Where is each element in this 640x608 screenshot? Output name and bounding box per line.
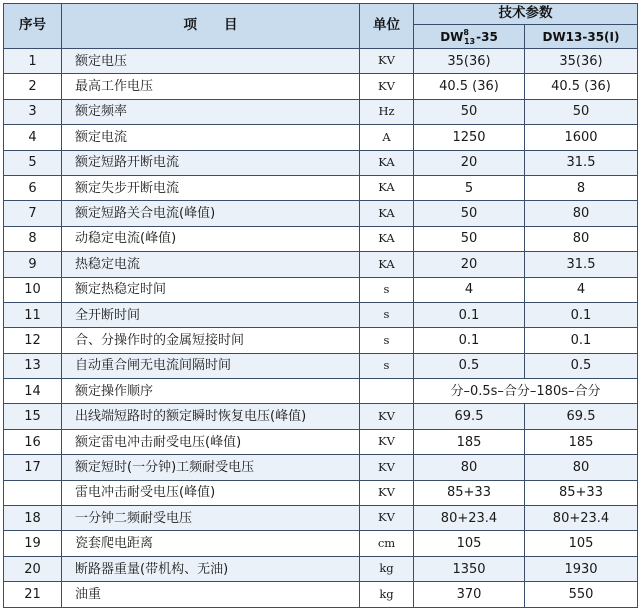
row-value-a: 20: [414, 252, 525, 277]
row-unit: Hz: [360, 99, 414, 124]
header-model-a: [414, 25, 525, 49]
row-unit: KV: [360, 506, 414, 531]
row-number: 14: [4, 379, 62, 404]
row-unit: kg: [360, 556, 414, 581]
row-value-a: 50: [414, 99, 525, 124]
row-number: 13: [4, 353, 62, 378]
model-a-sub: 13: [463, 36, 476, 46]
row-value-b: 0.1: [525, 328, 638, 353]
row-item: 热稳定电流: [62, 252, 360, 277]
row-value-a: 50: [414, 201, 525, 226]
table-row: [4, 226, 638, 251]
table-row: [4, 150, 638, 175]
table-row: [4, 531, 638, 556]
row-value-a: 0.5: [414, 353, 525, 378]
table-row: [4, 201, 638, 226]
table-row: [4, 582, 638, 607]
table-row: [4, 429, 638, 454]
table-row: [4, 556, 638, 581]
header-model-b: DW13-35(Ⅰ): [525, 25, 638, 49]
row-item: 一分钟二频耐受电压: [62, 506, 360, 531]
row-unit: KA: [360, 150, 414, 175]
table-row: [4, 74, 638, 99]
header-no: 序号: [4, 4, 62, 49]
row-item: 合、分操作时的金属短接时间: [62, 328, 360, 353]
row-value-span: 分–0.5s–合分–180s–合分: [414, 379, 638, 404]
row-number: 12: [4, 328, 62, 353]
row-number: 15: [4, 404, 62, 429]
table-row: [4, 328, 638, 353]
row-value-b: 80: [525, 455, 638, 480]
row-value-b: 550: [525, 582, 638, 607]
row-value-a: 80+23.4: [414, 506, 525, 531]
row-value-b: 1600: [525, 125, 638, 150]
row-unit: KV: [360, 480, 414, 505]
row-unit: KV: [360, 49, 414, 74]
row-item: 额定电流: [62, 125, 360, 150]
spec-table-wrapper: [3, 3, 637, 608]
row-number: 5: [4, 150, 62, 175]
header-item: 项 目: [62, 4, 360, 49]
header-params: 技术参数: [414, 4, 638, 25]
model-a-base: DW: [440, 29, 464, 44]
row-value-a: 5: [414, 175, 525, 200]
row-unit: s: [360, 302, 414, 327]
row-value-b: 31.5: [525, 252, 638, 277]
row-number: 10: [4, 277, 62, 302]
model-a-sup: 8: [463, 27, 469, 37]
row-item: 断路器重量(带机构、无油): [62, 556, 360, 581]
row-value-a: 40.5 (36): [414, 74, 525, 99]
table-row: [4, 49, 638, 74]
row-item: 额定电压: [62, 49, 360, 74]
table-row: [4, 379, 638, 404]
table-row: [4, 175, 638, 200]
row-value-b: 85+33: [525, 480, 638, 505]
row-number: [4, 480, 62, 505]
row-number: 19: [4, 531, 62, 556]
row-value-b: 4: [525, 277, 638, 302]
table-row: [4, 404, 638, 429]
row-unit: KA: [360, 252, 414, 277]
row-number: 20: [4, 556, 62, 581]
row-value-b: 105: [525, 531, 638, 556]
row-number: 16: [4, 429, 62, 454]
table-row: [4, 480, 638, 505]
row-number: 4: [4, 125, 62, 150]
row-value-b: 8: [525, 175, 638, 200]
row-value-b: 80: [525, 201, 638, 226]
row-value-a: 1350: [414, 556, 525, 581]
row-unit: KV: [360, 404, 414, 429]
table-row: [4, 125, 638, 150]
spec-table: [3, 3, 638, 608]
row-unit: KV: [360, 429, 414, 454]
row-value-b: 1930: [525, 556, 638, 581]
row-unit: KV: [360, 455, 414, 480]
row-number: 9: [4, 252, 62, 277]
row-number: 6: [4, 175, 62, 200]
row-value-b: 69.5: [525, 404, 638, 429]
row-value-a: 105: [414, 531, 525, 556]
row-unit: cm: [360, 531, 414, 556]
table-row: [4, 252, 638, 277]
row-value-b: 80+23.4: [525, 506, 638, 531]
row-unit: KV: [360, 74, 414, 99]
row-value-a: 0.1: [414, 302, 525, 327]
row-number: 11: [4, 302, 62, 327]
row-value-a: 4: [414, 277, 525, 302]
row-item: 额定短时(一分钟)工频耐受电压: [62, 455, 360, 480]
row-number: 3: [4, 99, 62, 124]
row-item: 额定雷电冲击耐受电压(峰值): [62, 429, 360, 454]
row-value-a: 20: [414, 150, 525, 175]
row-item: 雷电冲击耐受电压(峰值): [62, 480, 360, 505]
row-number: 7: [4, 201, 62, 226]
row-value-b: 185: [525, 429, 638, 454]
table-row: [4, 455, 638, 480]
row-item: 额定短路开断电流: [62, 150, 360, 175]
row-unit: A: [360, 125, 414, 150]
row-value-b: 0.5: [525, 353, 638, 378]
row-value-a: 50: [414, 226, 525, 251]
row-value-a: 1250: [414, 125, 525, 150]
row-item: 最高工作电压: [62, 74, 360, 99]
row-number: 1: [4, 49, 62, 74]
row-unit: kg: [360, 582, 414, 607]
table-row: [4, 99, 638, 124]
row-item: 额定操作顺序: [62, 379, 360, 404]
row-value-b: 31.5: [525, 150, 638, 175]
row-item: 自动重合闸无电流间隔时间: [62, 353, 360, 378]
row-item: 额定短路关合电流(峰值): [62, 201, 360, 226]
table-row: [4, 353, 638, 378]
row-value-b: 0.1: [525, 302, 638, 327]
row-value-a: 69.5: [414, 404, 525, 429]
row-number: 8: [4, 226, 62, 251]
table-row: [4, 277, 638, 302]
row-item: 额定热稳定时间: [62, 277, 360, 302]
row-unit: s: [360, 328, 414, 353]
row-number: 21: [4, 582, 62, 607]
row-item: 全开断时间: [62, 302, 360, 327]
row-unit: s: [360, 277, 414, 302]
row-item: 额定失步开断电流: [62, 175, 360, 200]
row-number: 18: [4, 506, 62, 531]
row-value-b: 40.5 (36): [525, 74, 638, 99]
row-item: 动稳定电流(峰值): [62, 226, 360, 251]
row-value-a: 85+33: [414, 480, 525, 505]
row-item: 油重: [62, 582, 360, 607]
row-number: 17: [4, 455, 62, 480]
row-value-a: 0.1: [414, 328, 525, 353]
row-value-a: 185: [414, 429, 525, 454]
row-value-b: 35(36): [525, 49, 638, 74]
row-value-b: 80: [525, 226, 638, 251]
row-unit: [360, 379, 414, 404]
row-unit: s: [360, 353, 414, 378]
row-value-a: 35(36): [414, 49, 525, 74]
row-value-a: 80: [414, 455, 525, 480]
header-unit: 单位: [360, 4, 414, 49]
row-value-b: 50: [525, 99, 638, 124]
spec-table-body: [4, 49, 638, 608]
table-row: [4, 506, 638, 531]
row-item: 出线端短路时的额定瞬时恢复电压(峰值): [62, 404, 360, 429]
row-number: 2: [4, 74, 62, 99]
row-item: 瓷套爬电距离: [62, 531, 360, 556]
row-value-a: 370: [414, 582, 525, 607]
table-row: [4, 302, 638, 327]
row-item: 额定频率: [62, 99, 360, 124]
row-unit: KA: [360, 226, 414, 251]
model-a-suffix: -35: [476, 29, 498, 44]
row-unit: KA: [360, 201, 414, 226]
row-unit: KA: [360, 175, 414, 200]
